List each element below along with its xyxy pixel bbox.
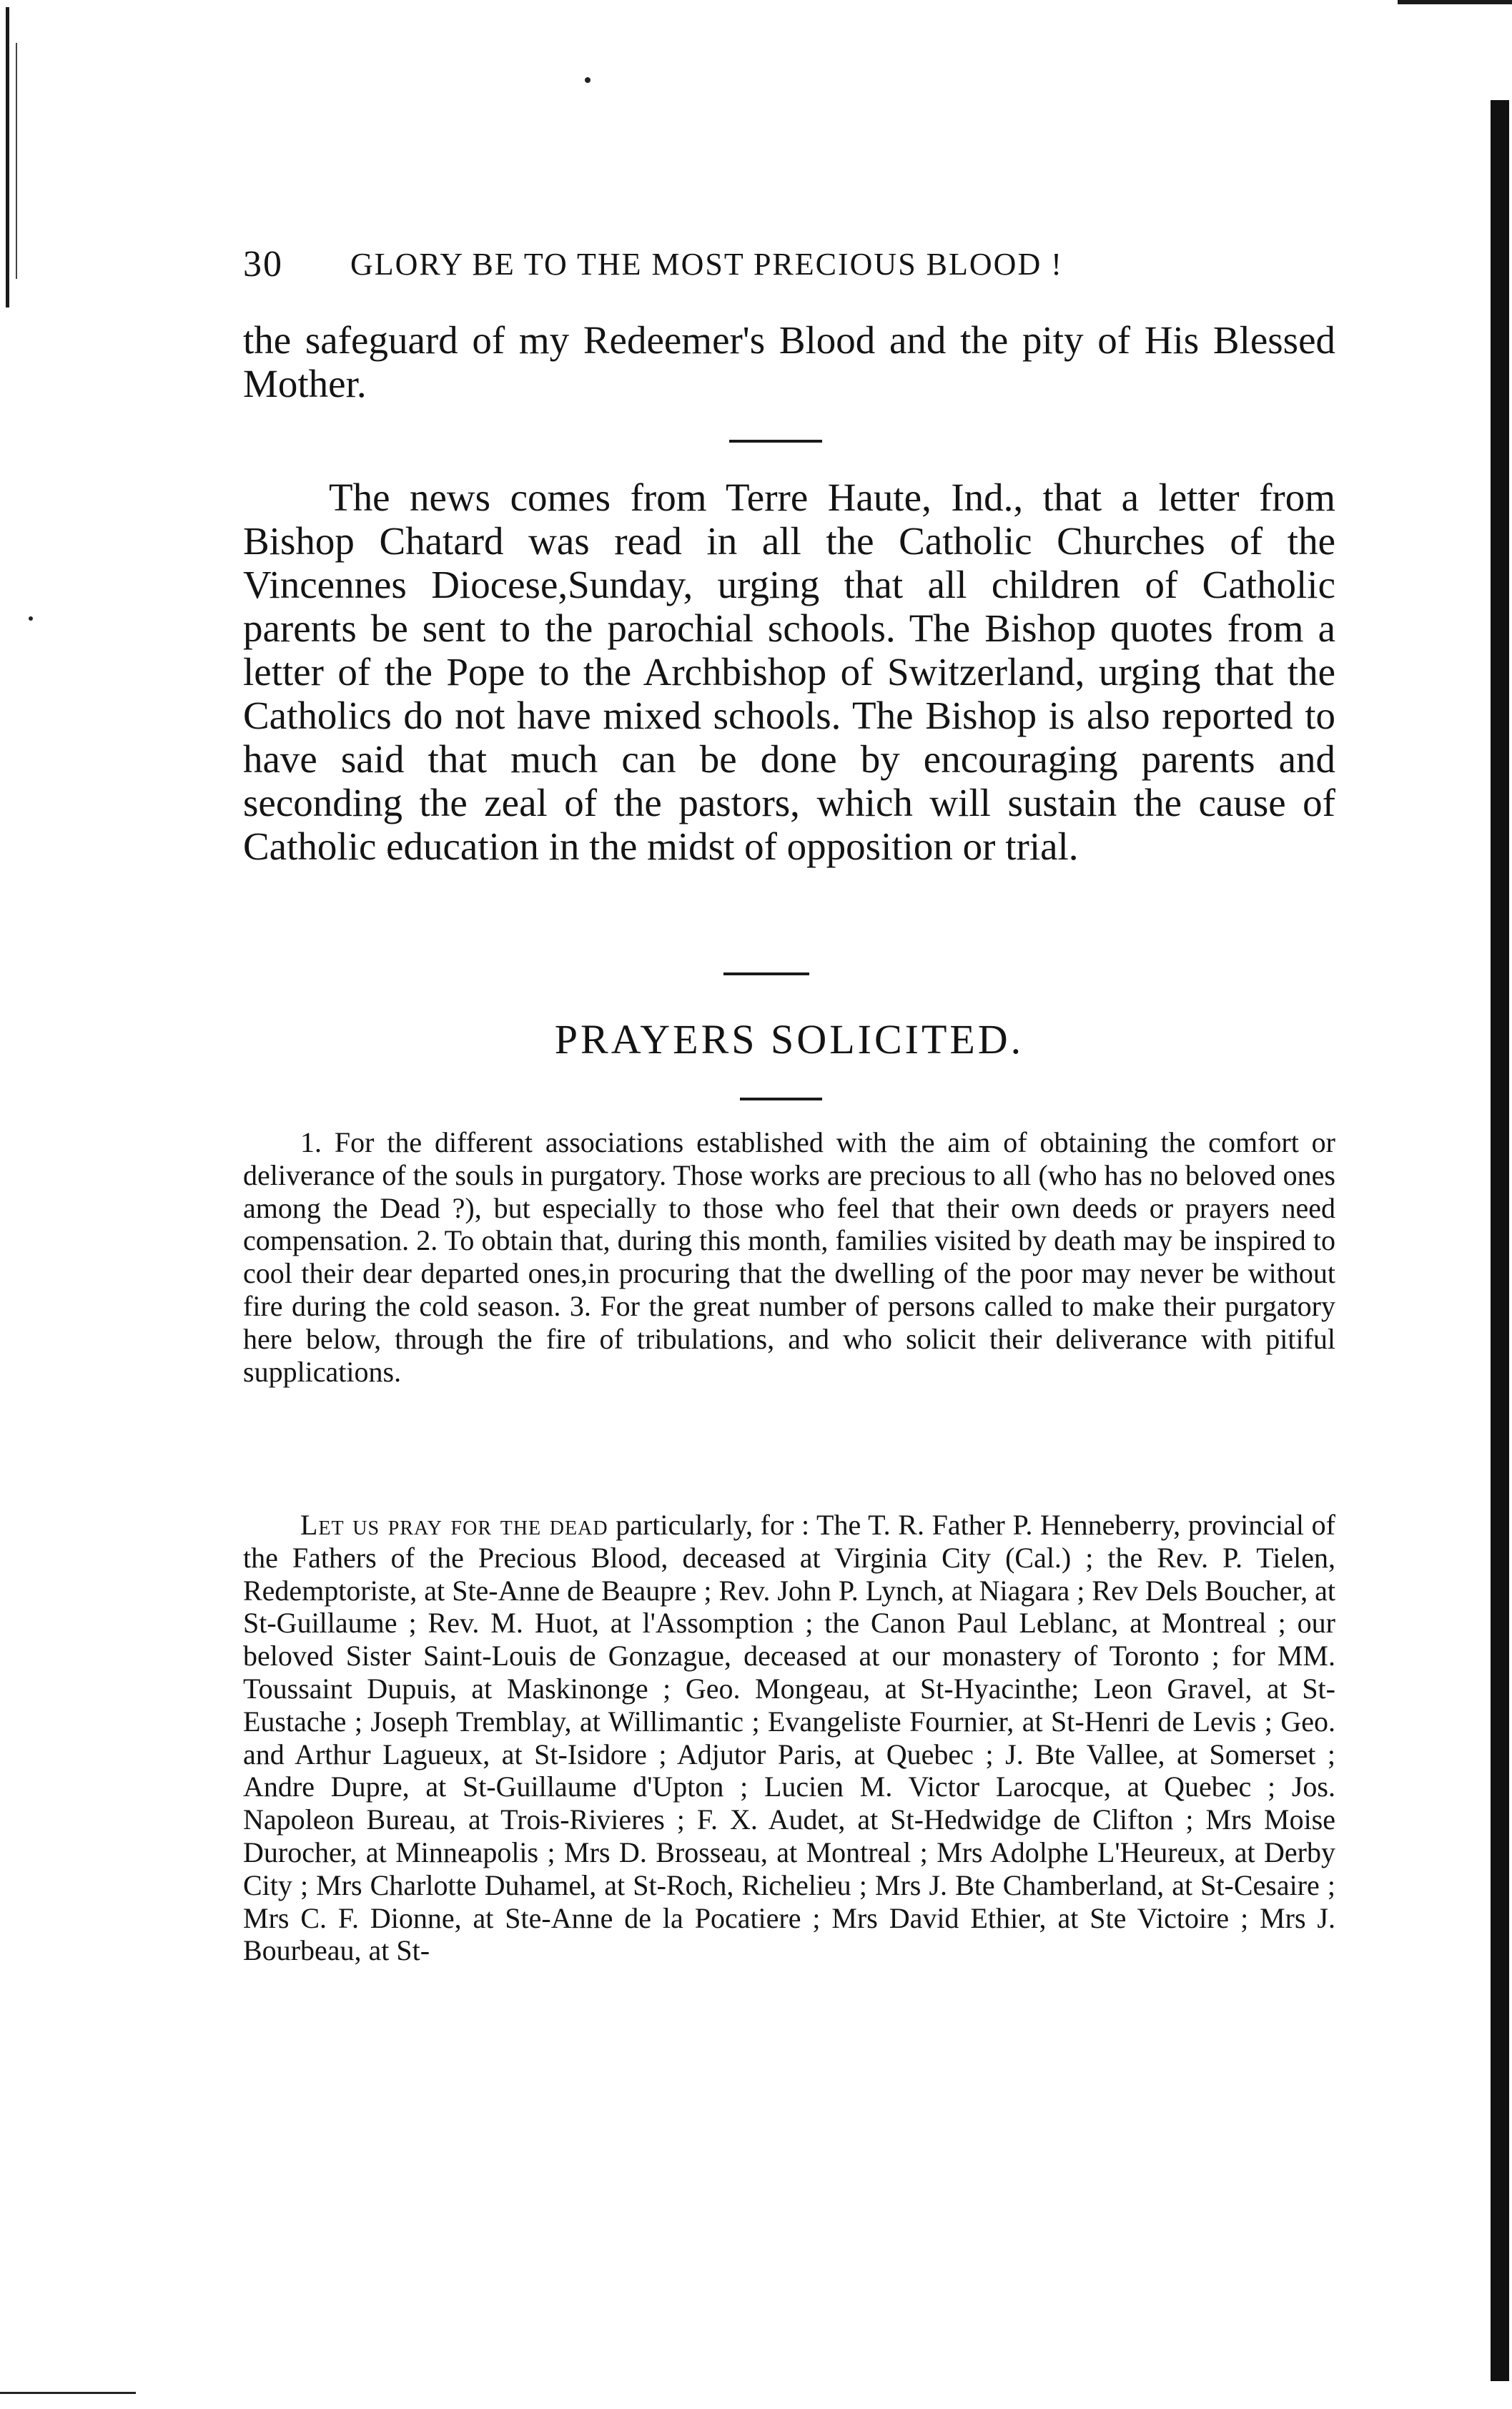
dead-text [243, 1509, 1335, 1967]
prayers-text: 1. For the different associations established with the aim of obtaining the comfort or deliverance of the souls in purgatory. Those works are precious to all (who has no beloved ones among the Dead ?), but especially to those who feel that their own deeds or prayers need compensation. 2. To obtain that, during this month, families visited by death may be inspired to cool their dear departed ones,in procuring that the dwelling of the poor may never be without fire during the cold season. 3. For the great number of persons called to make their purgatory here below, through the fire of tribulations, and who solicit their deliverance with pitiful supplications. [243, 1126, 1335, 1388]
news-paragraph [243, 476, 1335, 868]
continuation-paragraph [243, 318, 1335, 405]
news-text: The news comes from Terre Haute, Ind., that a letter from Bishop Chatard was read in all the Catholic Churches of the Vincennes Diocese,Sunday, urging that all children of Catholic parents be sent to the parochial schools. The Bishop quotes from a letter of the Pope to the Archbishop of Switzerland, urging that the Catholics do not have mixed schools. The Bishop is also reported to have said that much can be done by encouraging parents and seconding the zeal of the pastors, which will sustain the cause of Catholic education in the midst of opposition or trial. [243, 476, 1335, 868]
scan-speck [585, 77, 591, 83]
section-divider [723, 972, 809, 975]
scan-edge-right [1491, 100, 1509, 2381]
section-divider [729, 440, 822, 443]
running-title: GLORY BE TO THE MOST PRECIOUS BLOOD ! [350, 247, 1063, 282]
dead-lead-smallcaps: Let us pray for the dead [300, 1509, 608, 1541]
dead-list-text: particularly, for : The T. R. Father P. Henneberry, provincial of the Fathers of the Precious Blood, deceased at Virginia City (Cal.) ; the Rev. P. Tielen, Redemptoriste, at Ste-Anne de Beaupre ; Rev. John P. Lynch, at Niagara ; Rev Dels Boucher, at St-Guillaume ; Rev. M. Huot, at l'Assomption ; the Canon Paul Leblanc, at Montreal ; our beloved Sister Saint-Louis de Gonzague, deceased at our monastery of Toronto ; for MM. Toussaint Dupuis, at Maskinonge ; Geo. Mongeau, at St-Hyacinthe; Leon Gravel, at St-Eustache ; Joseph Tremblay, at Willimantic ; Evangeliste Fournier, at St-Henri de Levis ; Geo. and Arthur Lagueux, at St-Isidore ; Adjutor Paris, at Quebec ; J. Bte Vallee, at Somerset ; Andre Dupre, at St-Guillaume d'Upton ; Lucien M. Victor Larocque, at Quebec ; Jos. Napoleon Bureau, at Trois-Rivieres ; F. X. Audet, at St-Hedwidge de Clifton ; Mrs Moise Durocher, at Minneapolis ; Mrs D. Brosseau, at Montreal ; Mrs Adolphe L'Heureux, at Derby City ; Mrs Charlotte Duhamel, at St-Roch, Richelieu ; Mrs J. Bte Chamberland, at St-Cesaire ; Mrs C. F. Dionne, at Ste-Anne de la Pocatiere ; Mrs David Ethier, at Ste Victoire ; Mrs J. Bourbeau, at St- [243, 1509, 1335, 1967]
scan-edge-left-thin [16, 43, 17, 279]
dead-paragraph [243, 1509, 1335, 1967]
running-header [243, 243, 1187, 286]
scan-edge-left [6, 7, 9, 307]
continuation-text: the safeguard of my Redeemer's Blood and the pity of His Blessed Mother. [243, 318, 1335, 405]
scan-edge-top [1398, 0, 1512, 4]
scan-speck [29, 616, 33, 621]
section-title: PRAYERS SOLICITED. [554, 1016, 1024, 1063]
title-underline [740, 1098, 822, 1100]
prayers-paragraph [243, 1126, 1335, 1388]
scan-edge-bottom [0, 2392, 136, 2394]
page-number: 30 [243, 244, 283, 285]
